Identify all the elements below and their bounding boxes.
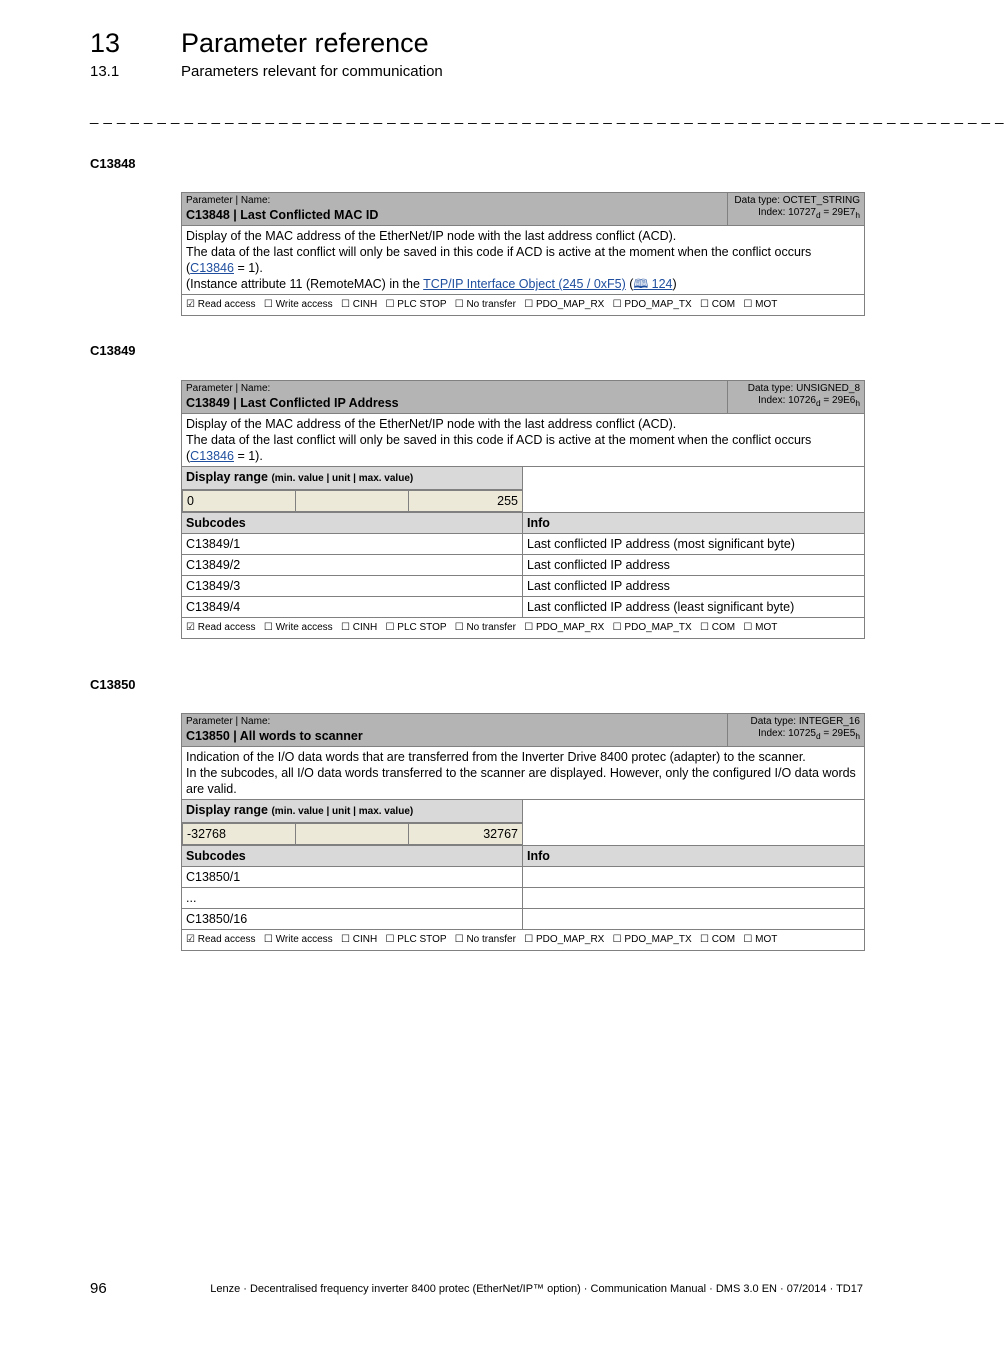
table-row: C13849/1 Last conflicted IP address (most significant byte): [182, 534, 865, 555]
range-min: 0: [183, 491, 296, 512]
param-label: Parameter | Name:: [186, 195, 271, 206]
c13846-link[interactable]: C13846: [190, 449, 234, 463]
c13850-table: [181, 713, 865, 951]
c13850-index: Index: $10725_d = 29E5_h$: [758, 728, 860, 741]
c13848-description: Display of the MAC address of the EtherNet/IP node with the last address conflict (ACD). The data of the last conflict will only be saved in this code if ACD is active at the moment when the conflict occurs (C13846 = 1). (Instance attribute 11 (RemoteMAC) in the TCP/IP Interface Object (245 / 0xF5) (🕮 124): [182, 226, 865, 295]
c13850-access-flags: ☑ Read access ☐ Write access ☐ CINH ☐ PLC STOP ☐ No transfer ☐ PDO_MAP_RX ☐ PDO_MAP_TX ☐ COM ☐ MOT: [182, 930, 865, 951]
info-header: Info: [523, 846, 865, 867]
c13849-access-flags: ☑ Read access ☐ Write access ☐ CINH ☐ PLC STOP ☐ No transfer ☐ PDO_MAP_RX ☐ PDO_MAP_TX ☐ COM ☐ MOT: [182, 618, 865, 639]
tcpip-interface-object-link[interactable]: TCP/IP Interface Object (245 / 0xF5): [423, 277, 626, 291]
c13848-index: Index: $10727_d = 29E7_h$: [758, 207, 860, 220]
info-header: Info: [523, 513, 865, 534]
c13848-access-flags: ☑ Read access ☐ Write access ☐ CINH ☐ PLC STOP ☐ No transfer ☐ PDO_MAP_RX ☐ PDO_MAP_TX ☐ COM ☐ MOT: [182, 295, 865, 316]
chapter-title: Parameter reference: [181, 28, 429, 58]
c13850-data-type: Data type: INTEGER_16: [750, 716, 860, 727]
table-row: C13849/3 Last conflicted IP address: [182, 576, 865, 597]
display-range-values: [182, 490, 523, 513]
c13850-name: C13850 | All words to scanner: [186, 729, 363, 743]
table-row: C13850/1: [182, 867, 865, 888]
c13848-table: [181, 192, 865, 316]
c13849-data-type: Data type: UNSIGNED_8: [747, 383, 861, 394]
section-title: Parameters relevant for communication: [181, 63, 443, 80]
display-range-header: Display range (min. value | unit | max. value): [182, 467, 523, 490]
subcodes-header: Subcodes: [182, 513, 523, 534]
header-divider: _ _ _ _ _ _ _ _ _ _ _ _ _ _ _ _ _ _ _ _ _ _ _ _ _ _ _ _ _ _ _ _ _ _ _ _ _ _ _ _ _ _ _ _ _ _ _ _ _ _ _ _ _ _ _ _ _ _ _ _ _ _ _ _ _ _ _ _: [90, 108, 1004, 125]
c13846-link[interactable]: C13846: [190, 261, 234, 275]
section-number: 13.1: [90, 63, 120, 80]
range-max: 255: [409, 491, 522, 512]
c13849-name: C13849 | Last Conflicted IP Address: [186, 396, 399, 410]
range-unit: [296, 824, 409, 845]
display-range-header: Display range (min. value | unit | max. value): [182, 800, 523, 823]
range-unit: [296, 491, 409, 512]
page-ref-link[interactable]: 🕮 124: [633, 277, 673, 291]
table-row: C13849/4 Last conflicted IP address (least significant byte): [182, 597, 865, 618]
footer-text: Lenze · Decentralised frequency inverter 8400 protec (EtherNet/IP™ option) · Communication Manual · DMS 3.0 EN · 07/2014 · TD17: [210, 1283, 863, 1295]
display-range-values: [182, 823, 523, 846]
c13849-table: [181, 380, 865, 639]
c13850-heading: C13850: [90, 677, 136, 692]
page-number: 96: [90, 1280, 107, 1297]
table-row: C13849/2 Last conflicted IP address: [182, 555, 865, 576]
range-max: 32767: [409, 824, 522, 845]
chapter-number: 13: [90, 28, 121, 58]
c13849-index: Index: $10726_d = 29E6_h$: [758, 395, 861, 408]
c13848-heading: C13848: [90, 156, 136, 171]
table-row: C13850/16: [182, 909, 865, 930]
c13849-description: Display of the MAC address of the EtherNet/IP node with the last address conflict (ACD). The data of the last conflict will only be saved in this code if ACD is active at the moment when the conflict occurs (C13846 = 1).: [182, 414, 865, 467]
c13849-heading: C13849: [90, 343, 136, 358]
param-label: Parameter | Name:: [186, 716, 271, 727]
param-label: Parameter | Name:: [186, 383, 271, 394]
c13848-name: C13848 | Last Conflicted MAC ID: [186, 208, 379, 222]
c13848-data-type: Data type: OCTET_STRING: [734, 195, 860, 206]
table-row: ...: [182, 888, 865, 909]
c13850-description: Indication of the I/O data words that are transferred from the Inverter Drive 8400 protec (adapter) to the scanner. In the subcodes, all I/O data words transferred to the scanner are displayed. However, only the configured I/O data words are valid.: [182, 747, 865, 800]
subcodes-header: Subcodes: [182, 846, 523, 867]
range-min: -32768: [183, 824, 296, 845]
